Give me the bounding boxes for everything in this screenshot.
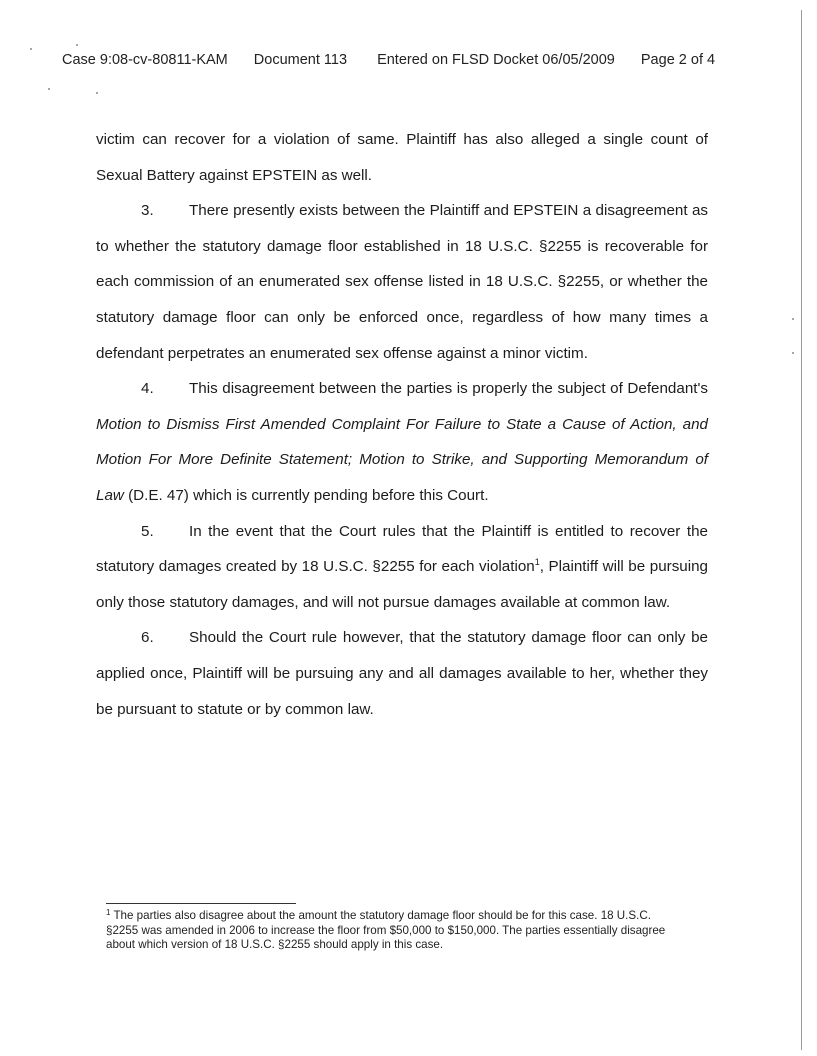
paragraph-text: There presently exists between the Plaintiff and EPSTEIN a disagreement as to whether the statutory damage floor established in 18 U.S.C. §2255 is recoverable for each commission of an enumerated sex offense listed in 18 U.S.C. §2255, or whether the statutory damage floor can only be enforced once, regardless of how many times a defendant perpetrates an enumerated sex offense against a minor victim.	[96, 202, 708, 362]
docket-entry-date: Entered on FLSD Docket 06/05/2009	[377, 52, 615, 68]
footnote-text: The parties also disagree about the amount the statutory damage floor should be for this case. 18 U.S.C. §2255 was amended in 2006 to increase the floor from $50,000 to $150,000. The parties essentially disagree about which version of 18 U.S.C. §2255 should apply in this case.	[106, 909, 666, 952]
paragraph-number: 4.	[141, 380, 154, 398]
paragraph-5	[96, 514, 708, 621]
docket-header	[62, 52, 715, 68]
document-number: Document 113	[253, 52, 348, 68]
footnote-reference: 1	[534, 557, 540, 568]
paragraph-3	[96, 193, 708, 371]
scan-speck	[792, 352, 794, 354]
scan-speck	[96, 92, 98, 94]
paragraph-text: This disagreement between the parties is properly the subject of Defendant's	[189, 380, 708, 398]
page-indicator: Page 2 of 4	[640, 52, 716, 68]
paragraph-text: In the event that the Court rules that the Plaintiff is entitled to recover the statutory damages created by 18 U.S.C. §2255 for each violation	[96, 522, 708, 576]
scan-speck	[30, 48, 32, 50]
footnote-marker: 1	[106, 908, 111, 917]
paragraph-text: victim can recover for a violation of same. Plaintiff has also alleged a single count of Sexual Battery against EPSTEIN as well.	[96, 131, 708, 184]
paragraph-text: , Plaintiff will be pursuing only those statutory damages, and will not pursue damages available at common law.	[96, 558, 708, 611]
paragraph-number: 3.	[141, 202, 154, 220]
scan-speck	[76, 44, 78, 46]
document-body	[96, 122, 708, 727]
paragraph-4	[96, 371, 708, 513]
paragraph-text: (D.E. 47) which is currently pending before this Court.	[123, 486, 489, 504]
paragraph-6	[96, 620, 708, 727]
paragraph-number: 6.	[141, 629, 154, 647]
footnote	[106, 909, 666, 953]
scan-speck	[792, 318, 794, 320]
scan-edge-line	[801, 10, 802, 1050]
paragraph-number: 5.	[141, 522, 154, 540]
case-number: Case 9:08-cv-80811-KAM	[62, 52, 228, 68]
scan-speck	[48, 88, 50, 90]
paragraph-text: Should the Court rule however, that the statutory damage floor can only be applied once, Plaintiff will be pursuing any and all damages available to her, whether they be pursuant to statute or by common law.	[96, 629, 708, 718]
footnote-divider	[106, 903, 296, 904]
paragraph-continued	[96, 122, 708, 193]
motion-title: Motion to Dismiss First Amended Complaint For Failure to State a Cause of Action, and Motion For More Definite Statement; Motion to Strike, and Supporting Memorandum of Law	[96, 415, 708, 504]
